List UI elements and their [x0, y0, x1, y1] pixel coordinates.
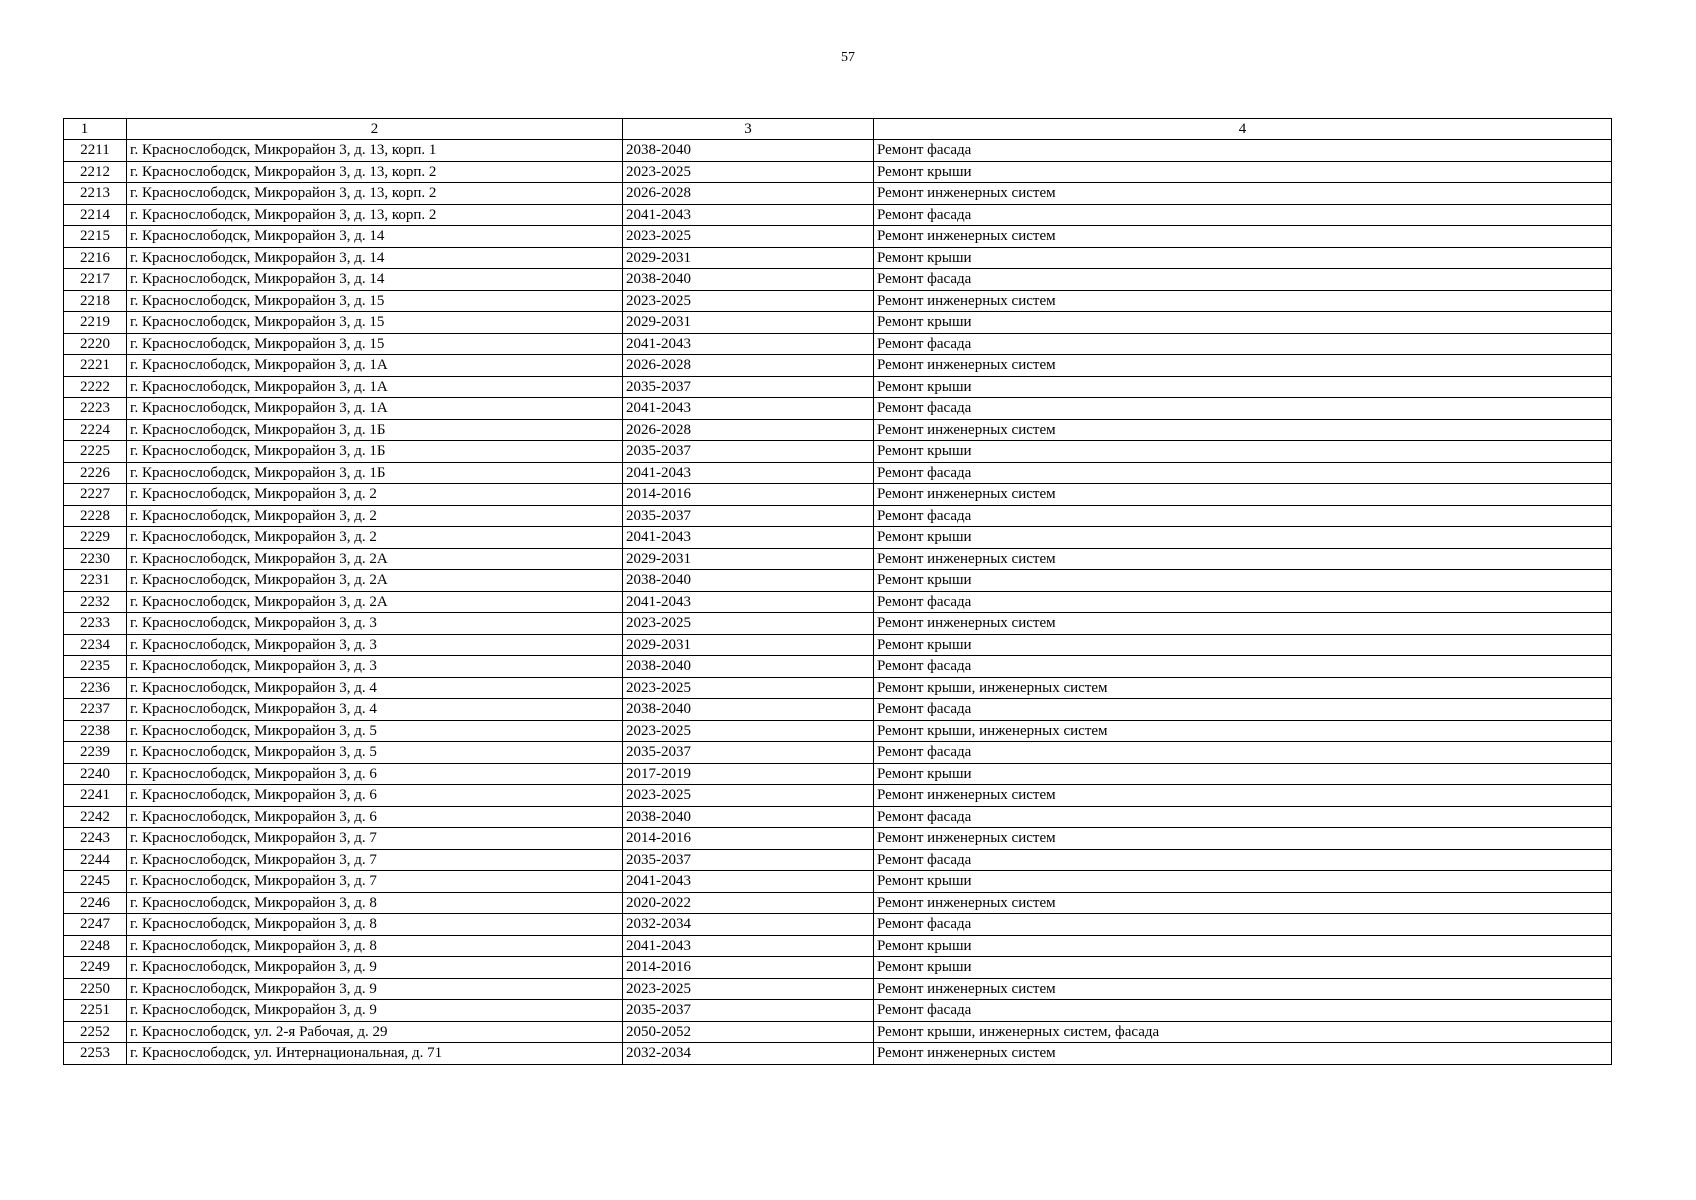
cell-period: 2023-2025 [623, 720, 874, 742]
cell-row-number: 2237 [64, 699, 127, 721]
cell-row-number: 2225 [64, 441, 127, 463]
cell-period: 2023-2025 [623, 677, 874, 699]
cell-address: г. Краснослободск, Микрорайон 3, д. 3 [127, 656, 623, 678]
cell-period: 2026-2028 [623, 355, 874, 377]
cell-work-type: Ремонт инженерных систем [874, 419, 1612, 441]
table-row [64, 892, 1612, 914]
cell-address: г. Краснослободск, Микрорайон 3, д. 15 [127, 312, 623, 334]
cell-address: г. Краснослободск, Микрорайон 3, д. 8 [127, 892, 623, 914]
cell-period: 2032-2034 [623, 914, 874, 936]
cell-work-type: Ремонт фасада [874, 806, 1612, 828]
cell-work-type: Ремонт крыши [874, 376, 1612, 398]
cell-work-type: Ремонт крыши [874, 935, 1612, 957]
cell-address: г. Краснослободск, Микрорайон 3, д. 13, корп. 2 [127, 183, 623, 205]
cell-work-type: Ремонт инженерных систем [874, 978, 1612, 1000]
cell-row-number: 2235 [64, 656, 127, 678]
cell-row-number: 2249 [64, 957, 127, 979]
table-row [64, 1021, 1612, 1043]
cell-row-number: 2216 [64, 247, 127, 269]
cell-period: 2038-2040 [623, 269, 874, 291]
cell-address: г. Краснослободск, Микрорайон 3, д. 2А [127, 570, 623, 592]
cell-address: г. Краснослободск, Микрорайон 3, д. 1А [127, 376, 623, 398]
cell-row-number: 2218 [64, 290, 127, 312]
cell-address: г. Краснослободск, Микрорайон 3, д. 13, корп. 2 [127, 204, 623, 226]
cell-address: г. Краснослободск, Микрорайон 3, д. 15 [127, 333, 623, 355]
table-row [64, 677, 1612, 699]
cell-work-type: Ремонт фасада [874, 462, 1612, 484]
cell-row-number: 2244 [64, 849, 127, 871]
table-row [64, 656, 1612, 678]
cell-row-number: 2212 [64, 161, 127, 183]
cell-work-type: Ремонт инженерных систем [874, 892, 1612, 914]
cell-period: 2041-2043 [623, 591, 874, 613]
cell-address: г. Краснослободск, Микрорайон 3, д. 6 [127, 785, 623, 807]
cell-row-number: 2233 [64, 613, 127, 635]
cell-address: г. Краснослободск, Микрорайон 3, д. 1А [127, 355, 623, 377]
cell-address: г. Краснослободск, Микрорайон 3, д. 2 [127, 484, 623, 506]
cell-row-number: 2228 [64, 505, 127, 527]
cell-row-number: 2243 [64, 828, 127, 850]
cell-period: 2023-2025 [623, 226, 874, 248]
table-header [64, 119, 1612, 140]
cell-row-number: 2231 [64, 570, 127, 592]
table-row [64, 484, 1612, 506]
cell-row-number: 2252 [64, 1021, 127, 1043]
cell-address: г. Краснослободск, Микрорайон 3, д. 14 [127, 269, 623, 291]
cell-row-number: 2227 [64, 484, 127, 506]
cell-period: 2029-2031 [623, 548, 874, 570]
cell-row-number: 2219 [64, 312, 127, 334]
cell-period: 2041-2043 [623, 398, 874, 420]
cell-period: 2014-2016 [623, 484, 874, 506]
table-row [64, 269, 1612, 291]
table-row [64, 570, 1612, 592]
cell-address: г. Краснослободск, Микрорайон 3, д. 13, корп. 1 [127, 140, 623, 162]
cell-period: 2026-2028 [623, 419, 874, 441]
cell-address: г. Краснослободск, Микрорайон 3, д. 2А [127, 591, 623, 613]
cell-period: 2014-2016 [623, 828, 874, 850]
cell-address: г. Краснослободск, Микрорайон 3, д. 8 [127, 914, 623, 936]
table-row [64, 376, 1612, 398]
cell-work-type: Ремонт инженерных систем [874, 828, 1612, 850]
table-row [64, 419, 1612, 441]
cell-period: 2029-2031 [623, 247, 874, 269]
cell-row-number: 2236 [64, 677, 127, 699]
cell-period: 2041-2043 [623, 204, 874, 226]
cell-work-type: Ремонт крыши, инженерных систем, фасада [874, 1021, 1612, 1043]
cell-period: 2041-2043 [623, 333, 874, 355]
cell-work-type: Ремонт фасада [874, 398, 1612, 420]
cell-period: 2041-2043 [623, 527, 874, 549]
cell-row-number: 2229 [64, 527, 127, 549]
cell-period: 2038-2040 [623, 570, 874, 592]
table-row [64, 720, 1612, 742]
cell-row-number: 2239 [64, 742, 127, 764]
cell-period: 2026-2028 [623, 183, 874, 205]
cell-address: г. Краснослободск, ул. Интернациональная, д. 71 [127, 1043, 623, 1065]
cell-work-type: Ремонт крыши, инженерных систем [874, 720, 1612, 742]
cell-address: г. Краснослободск, Микрорайон 3, д. 7 [127, 849, 623, 871]
cell-address: г. Краснослободск, Микрорайон 3, д. 2 [127, 527, 623, 549]
table-row [64, 204, 1612, 226]
cell-period: 2023-2025 [623, 161, 874, 183]
cell-address: г. Краснослободск, Микрорайон 3, д. 8 [127, 935, 623, 957]
cell-address: г. Краснослободск, Микрорайон 3, д. 1Б [127, 419, 623, 441]
cell-row-number: 2245 [64, 871, 127, 893]
cell-work-type: Ремонт крыши [874, 312, 1612, 334]
cell-period: 2029-2031 [623, 312, 874, 334]
cell-work-type: Ремонт фасада [874, 204, 1612, 226]
table-row [64, 742, 1612, 764]
table-row [64, 161, 1612, 183]
cell-address: г. Краснослободск, Микрорайон 3, д. 7 [127, 828, 623, 850]
table-body [64, 140, 1612, 1065]
cell-work-type: Ремонт инженерных систем [874, 183, 1612, 205]
cell-address: г. Краснослободск, Микрорайон 3, д. 14 [127, 226, 623, 248]
cell-work-type: Ремонт фасада [874, 914, 1612, 936]
cell-work-type: Ремонт крыши [874, 871, 1612, 893]
table-row [64, 806, 1612, 828]
cell-address: г. Краснослободск, Микрорайон 3, д. 9 [127, 957, 623, 979]
cell-row-number: 2214 [64, 204, 127, 226]
cell-row-number: 2248 [64, 935, 127, 957]
table-row [64, 914, 1612, 936]
cell-period: 2020-2022 [623, 892, 874, 914]
cell-address: г. Краснослободск, Микрорайон 3, д. 15 [127, 290, 623, 312]
cell-period: 2038-2040 [623, 806, 874, 828]
cell-row-number: 2215 [64, 226, 127, 248]
cell-work-type: Ремонт фасада [874, 849, 1612, 871]
header-row [64, 119, 1612, 140]
repair-schedule-table [63, 118, 1612, 1065]
table-row [64, 699, 1612, 721]
cell-work-type: Ремонт фасада [874, 1000, 1612, 1022]
table-row [64, 247, 1612, 269]
cell-address: г. Краснослободск, ул. 2-я Рабочая, д. 29 [127, 1021, 623, 1043]
cell-period: 2041-2043 [623, 462, 874, 484]
cell-address: г. Краснослободск, Микрорайон 3, д. 9 [127, 1000, 623, 1022]
cell-address: г. Краснослободск, Микрорайон 3, д. 14 [127, 247, 623, 269]
cell-address: г. Краснослободск, Микрорайон 3, д. 5 [127, 742, 623, 764]
cell-work-type: Ремонт крыши [874, 527, 1612, 549]
column-header-2: 2 [127, 119, 623, 140]
column-header-3: 3 [623, 119, 874, 140]
cell-address: г. Краснослободск, Микрорайон 3, д. 2А [127, 548, 623, 570]
cell-row-number: 2211 [64, 140, 127, 162]
table-row [64, 871, 1612, 893]
cell-work-type: Ремонт инженерных систем [874, 613, 1612, 635]
cell-work-type: Ремонт инженерных систем [874, 290, 1612, 312]
cell-work-type: Ремонт инженерных систем [874, 355, 1612, 377]
cell-row-number: 2234 [64, 634, 127, 656]
table-row [64, 398, 1612, 420]
cell-work-type: Ремонт крыши [874, 634, 1612, 656]
cell-work-type: Ремонт фасада [874, 333, 1612, 355]
table-row [64, 849, 1612, 871]
cell-period: 2038-2040 [623, 140, 874, 162]
cell-row-number: 2224 [64, 419, 127, 441]
table-row [64, 527, 1612, 549]
cell-period: 2035-2037 [623, 1000, 874, 1022]
cell-period: 2038-2040 [623, 699, 874, 721]
cell-period: 2023-2025 [623, 290, 874, 312]
cell-period: 2023-2025 [623, 613, 874, 635]
cell-work-type: Ремонт фасада [874, 140, 1612, 162]
cell-work-type: Ремонт крыши [874, 161, 1612, 183]
cell-address: г. Краснослободск, Микрорайон 3, д. 13, корп. 2 [127, 161, 623, 183]
cell-period: 2023-2025 [623, 978, 874, 1000]
table-row [64, 312, 1612, 334]
cell-address: г. Краснослободск, Микрорайон 3, д. 1А [127, 398, 623, 420]
column-header-1: 1 [64, 119, 127, 140]
cell-period: 2038-2040 [623, 656, 874, 678]
cell-row-number: 2247 [64, 914, 127, 936]
table-row [64, 1043, 1612, 1065]
cell-row-number: 2238 [64, 720, 127, 742]
cell-period: 2035-2037 [623, 849, 874, 871]
cell-work-type: Ремонт инженерных систем [874, 226, 1612, 248]
cell-row-number: 2226 [64, 462, 127, 484]
table-row [64, 441, 1612, 463]
cell-work-type: Ремонт фасада [874, 656, 1612, 678]
cell-period: 2035-2037 [623, 505, 874, 527]
table-row [64, 978, 1612, 1000]
cell-work-type: Ремонт инженерных систем [874, 548, 1612, 570]
cell-period: 2032-2034 [623, 1043, 874, 1065]
cell-row-number: 2221 [64, 355, 127, 377]
cell-address: г. Краснослободск, Микрорайон 3, д. 6 [127, 806, 623, 828]
cell-period: 2035-2037 [623, 441, 874, 463]
cell-address: г. Краснослободск, Микрорайон 3, д. 3 [127, 613, 623, 635]
cell-work-type: Ремонт крыши [874, 957, 1612, 979]
cell-address: г. Краснослободск, Микрорайон 3, д. 7 [127, 871, 623, 893]
cell-address: г. Краснослободск, Микрорайон 3, д. 9 [127, 978, 623, 1000]
page-number: 57 [841, 50, 855, 65]
cell-period: 2014-2016 [623, 957, 874, 979]
table-row [64, 634, 1612, 656]
cell-address: г. Краснослободск, Микрорайон 3, д. 5 [127, 720, 623, 742]
cell-row-number: 2246 [64, 892, 127, 914]
table-row [64, 591, 1612, 613]
cell-row-number: 2241 [64, 785, 127, 807]
cell-period: 2035-2037 [623, 742, 874, 764]
cell-row-number: 2213 [64, 183, 127, 205]
cell-period: 2035-2037 [623, 376, 874, 398]
cell-period: 2041-2043 [623, 935, 874, 957]
cell-address: г. Краснослободск, Микрорайон 3, д. 6 [127, 763, 623, 785]
table-row [64, 290, 1612, 312]
table-row [64, 548, 1612, 570]
cell-row-number: 2230 [64, 548, 127, 570]
cell-row-number: 2220 [64, 333, 127, 355]
cell-work-type: Ремонт фасада [874, 591, 1612, 613]
table-row [64, 828, 1612, 850]
cell-address: г. Краснослободск, Микрорайон 3, д. 4 [127, 699, 623, 721]
cell-work-type: Ремонт фасада [874, 742, 1612, 764]
cell-address: г. Краснослободск, Микрорайон 3, д. 3 [127, 634, 623, 656]
cell-work-type: Ремонт крыши [874, 441, 1612, 463]
table-row [64, 333, 1612, 355]
table-row [64, 957, 1612, 979]
table-row [64, 355, 1612, 377]
table-row [64, 505, 1612, 527]
cell-row-number: 2240 [64, 763, 127, 785]
cell-work-type: Ремонт инженерных систем [874, 1043, 1612, 1065]
cell-work-type: Ремонт инженерных систем [874, 484, 1612, 506]
cell-row-number: 2251 [64, 1000, 127, 1022]
cell-row-number: 2222 [64, 376, 127, 398]
table-row [64, 226, 1612, 248]
cell-address: г. Краснослободск, Микрорайон 3, д. 1Б [127, 462, 623, 484]
cell-work-type: Ремонт крыши [874, 247, 1612, 269]
table-row [64, 1000, 1612, 1022]
table-row [64, 785, 1612, 807]
cell-period: 2017-2019 [623, 763, 874, 785]
cell-row-number: 2250 [64, 978, 127, 1000]
cell-row-number: 2223 [64, 398, 127, 420]
cell-row-number: 2217 [64, 269, 127, 291]
table-row [64, 763, 1612, 785]
cell-address: г. Краснослободск, Микрорайон 3, д. 1Б [127, 441, 623, 463]
table-row [64, 935, 1612, 957]
column-header-4: 4 [874, 119, 1612, 140]
cell-period: 2041-2043 [623, 871, 874, 893]
cell-row-number: 2232 [64, 591, 127, 613]
table-row [64, 613, 1612, 635]
cell-work-type: Ремонт фасада [874, 699, 1612, 721]
table-row [64, 462, 1612, 484]
cell-row-number: 2242 [64, 806, 127, 828]
cell-period: 2050-2052 [623, 1021, 874, 1043]
cell-address: г. Краснослободск, Микрорайон 3, д. 2 [127, 505, 623, 527]
cell-period: 2029-2031 [623, 634, 874, 656]
cell-work-type: Ремонт инженерных систем [874, 785, 1612, 807]
cell-address: г. Краснослободск, Микрорайон 3, д. 4 [127, 677, 623, 699]
table-row [64, 140, 1612, 162]
cell-work-type: Ремонт крыши, инженерных систем [874, 677, 1612, 699]
cell-period: 2023-2025 [623, 785, 874, 807]
cell-work-type: Ремонт фасада [874, 505, 1612, 527]
cell-work-type: Ремонт крыши [874, 763, 1612, 785]
cell-work-type: Ремонт крыши [874, 570, 1612, 592]
cell-work-type: Ремонт фасада [874, 269, 1612, 291]
table-row [64, 183, 1612, 205]
cell-row-number: 2253 [64, 1043, 127, 1065]
